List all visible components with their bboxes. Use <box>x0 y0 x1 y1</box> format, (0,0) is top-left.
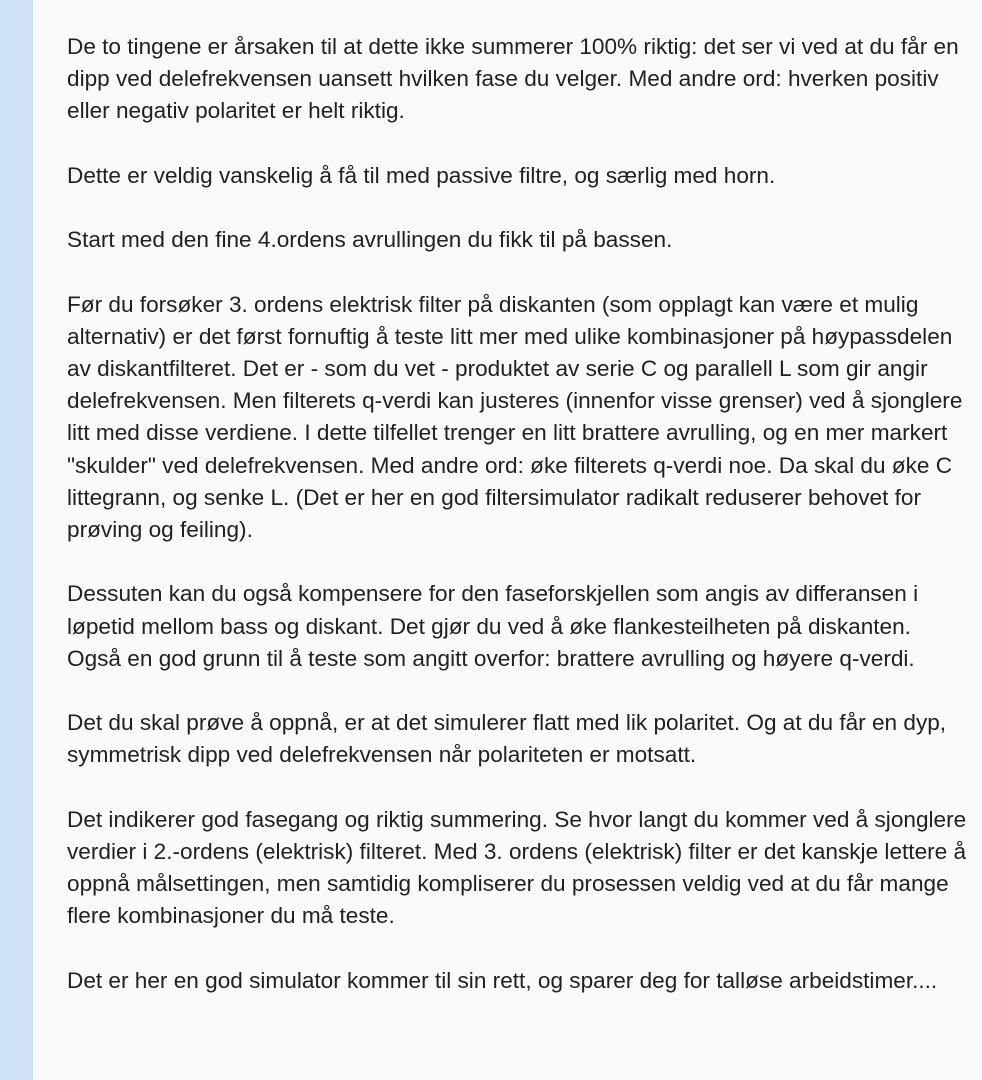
post-paragraph: Dette er veldig vanskelig å få til med passive filtre, og særlig med horn. <box>67 162 776 188</box>
post-paragraph: Før du forsøker 3. ordens elektrisk filter på diskanten (som opplagt kan være et mulig alternativ) er det først fornuftig å teste litt mer med ulike kombinasjoner på høypassdelen av diskantfilteret. Det er - som du vet - produktet av serie C og parallell L som gir angir delefrekvensen. Men filterets q-verdi kan justeres (innenfor visse grenser) ved å sjonglere litt med disse verdiene. I dette tilfellet trenger en litt brattere avrulling, og en mer markert "skulder" ved delefrekvensen. Med andre ord: øke filterets q-verdi noe. Da skal du øke C littegrann, og senke L. (Det er her en god filtersimulator radikalt reduserer behovet for prøving og feiling). <box>67 291 963 542</box>
post-paragraph: Dessuten kan du også kompensere for den faseforskjellen som angis av differansen i løpetid mellom bass og diskant. Det gjør du ved å øke flankesteilheten på diskanten. Også en god grunn til å teste som angitt overfor: brattere avrulling og høyere q-verdi. <box>67 581 919 671</box>
post-paragraph: Det er her en god simulator kommer til sin rett, og sparer deg for talløse arbeidstimer.... <box>67 967 938 993</box>
quote-indicator-bar <box>0 0 33 1080</box>
post-paragraph: Start med den fine 4.ordens avrullingen du fikk til på bassen. <box>67 227 673 253</box>
post-paragraph: Det du skal prøve å oppnå, er at det simulerer flatt med lik polaritet. Og at du får en dyp, symmetrisk dipp ved delefrekvensen når polariteten er motsatt. <box>67 710 947 768</box>
post-body <box>67 31 967 997</box>
post-paragraph: De to tingene er årsaken til at dette ikke summerer 100% riktig: det ser vi ved at du får en dipp ved delefrekvensen uansett hvilken fase du velger. Med andre ord: hverken positiv eller negativ polaritet er helt riktig. <box>67 34 959 124</box>
post-paragraph: Det indikerer god fasegang og riktig summering. Se hvor langt du kommer ved å sjonglere verdier i 2.-ordens (elektrisk) filteret. Med 3. ordens (elektrisk) filter er det kanskje lettere å oppnå målsettingen, men samtidig kompliserer du prosessen veldig ved at du får mange flere kombinasjoner du må teste. <box>67 806 967 929</box>
